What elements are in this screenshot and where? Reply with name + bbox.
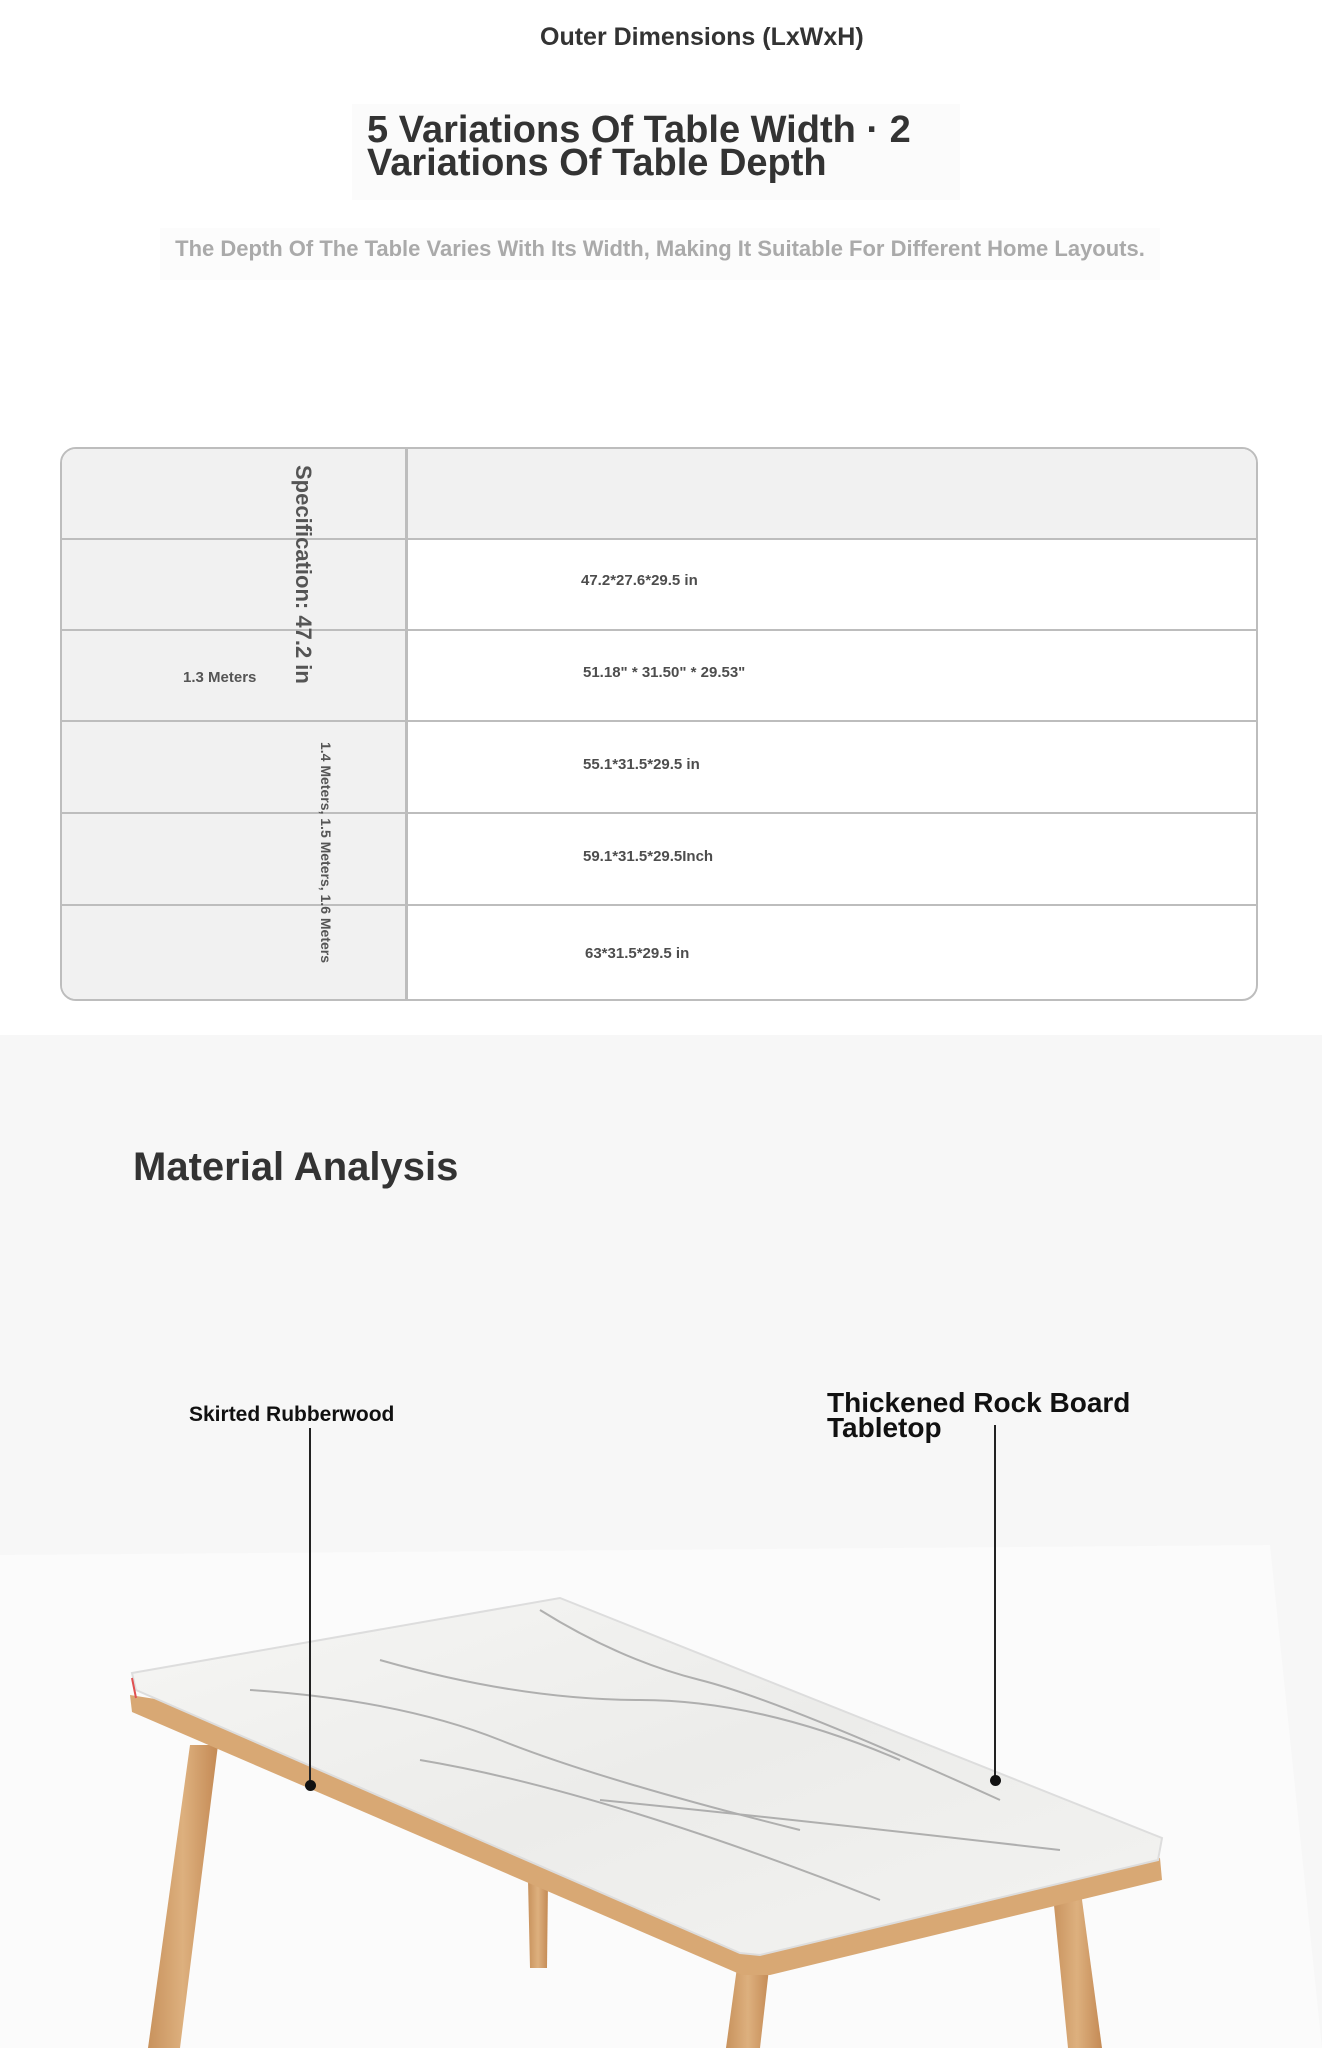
callout-leader-line <box>309 1428 311 1784</box>
specification-label: Specification: 47.2 in <box>291 465 316 684</box>
table-divider <box>62 720 1256 722</box>
dimension-cell: 55.1*31.5*29.5 in <box>583 756 700 773</box>
callout-skirted-rubberwood: Skirted Rubberwood <box>189 1403 395 1426</box>
row-label-1-3-meters: 1.3 Meters <box>183 669 257 686</box>
callout-rock-board-tabletop: Thickened Rock Board Tabletop <box>827 1387 1131 1443</box>
dimension-cell: 47.2*27.6*29.5 in <box>581 572 698 589</box>
column-header-outer-dimensions: Outer Dimensions (LxWxH) <box>540 23 864 51</box>
table-header-row <box>408 449 1256 539</box>
dimension-cell: 51.18" * 31.50" * 29.53" <box>583 664 746 681</box>
specification-column <box>62 449 408 999</box>
callout-leader-line <box>994 1425 996 1780</box>
specification-table <box>60 447 1258 1001</box>
table-divider <box>62 904 1256 906</box>
row-label-size-group: 1.4 Meters, 1.5 Meters, 1.6 Meters <box>318 742 334 964</box>
page-subtitle: The Depth Of The Table Varies With Its Width, Making It Suitable For Different Home Layouts. <box>175 236 1145 261</box>
dimension-cell: 59.1*31.5*29.5Inch <box>583 848 714 865</box>
table-divider <box>62 629 1256 631</box>
table-divider <box>62 538 1256 540</box>
callout-marker-dot <box>305 1780 316 1791</box>
material-analysis-title: Material Analysis <box>133 1145 459 1189</box>
callout-marker-dot <box>990 1775 1001 1786</box>
table-leg <box>528 1880 548 1968</box>
page-title: 5 Variations Of Table Width · 2 Variations Of Table Depth <box>367 109 911 184</box>
dimension-cell: 63*31.5*29.5 in <box>585 945 690 962</box>
table-divider <box>62 812 1256 814</box>
